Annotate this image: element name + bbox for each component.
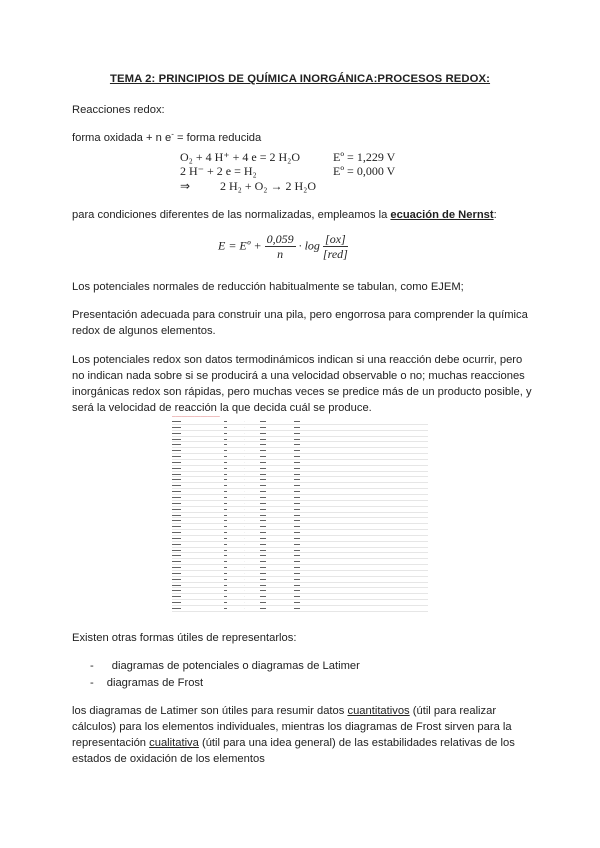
table-image-row: ▬▬▬ ▬ · ▬▬ ▬▬	[172, 437, 428, 443]
potenciales-paragraph: Los potenciales normales de reducción habitualmente se tabulan, como EJEM;	[72, 281, 464, 293]
equation-1: O₂ + 4 H⁺ + 4 e = 2 H₂O	[180, 150, 300, 164]
table-image-row: ▬▬▬ ▬ · ▬▬ ▬▬	[172, 577, 428, 583]
nernst-intro: para condiciones diferentes de las normalizadas, empleamos la ecuación de Nernst:	[72, 209, 497, 221]
equation-2: 2 H⁻ + 2 e = H₂	[180, 164, 257, 178]
table-image-row: ▬▬▬ ▬ · ▬▬ ▬▬	[172, 513, 428, 519]
table-image-row: ▬▬▬ ▬ · ▬▬ ▬▬	[172, 501, 428, 507]
final-paragraph: los diagramas de Latimer son útiles para resumir datos cuantitativos (útil para realizar cálculos) para los elementos individuales, mientras los diagramas de Frost sirven para la representación cualitativa (útil para una idea general) de las estabilidades relativas de los estados de oxidación de los elementos	[72, 705, 515, 765]
table-image-row: ▬▬▬ ▬ · ▬▬ ▬▬	[172, 431, 428, 437]
table-image-row: ▬▬▬ ▬ · ▬▬ ▬▬	[172, 594, 428, 600]
table-image-row: ▬▬▬ ▬ · ▬▬ ▬▬	[172, 495, 428, 501]
table-image-row: ▬▬▬ ▬ · ▬▬ ▬▬	[172, 524, 428, 530]
table-image-row: ▬▬▬ ▬ · ▬▬ ▬▬	[172, 565, 428, 571]
table-image-row: ▬▬▬ ▬ · ▬▬ ▬▬	[172, 483, 428, 489]
list-item-latimer: - diagramas de potenciales o diagramas de Latimer	[90, 660, 360, 672]
presentacion-paragraph: Presentación adecuada para construir una pila, pero engorrosa para comprender la química redox de algunos elementos.	[72, 309, 528, 337]
nernst-link: ecuación de Nernst	[390, 209, 494, 221]
table-image-row: ▬▬▬ ▬ · ▬▬ ▬▬	[172, 606, 428, 612]
table-image-row: ▬▬▬ ▬ · ▬▬ ▬▬	[172, 548, 428, 554]
equation-1-potential: Eº = 1,229 V	[333, 150, 396, 164]
equation-2-potential: Eº = 0,000 V	[333, 164, 396, 178]
table-image-row: ▬▬▬ ▬ · ▬▬ ▬▬	[172, 442, 428, 448]
table-image-row: ▬▬▬ ▬ · ▬▬ ▬▬	[172, 612, 428, 614]
table-image-row: ▬▬▬ ▬ · ▬▬ ▬▬	[172, 419, 428, 425]
table-image-row: ▬▬▬ ▬ · ▬▬ ▬▬	[172, 600, 428, 606]
list-item-frost: - diagramas de Frost	[90, 677, 204, 689]
table-image-row: ▬▬▬ ▬ · ▬▬ ▬▬	[172, 530, 428, 536]
forma-line: forma oxidada + n e- = forma reducida	[72, 129, 262, 144]
table-image-row: ▬▬▬ ▬ · ▬▬ ▬▬	[172, 477, 428, 483]
table-image-header-decoration: ———————————————	[172, 414, 220, 418]
table-image-row: ▬▬▬ ▬ · ▬▬ ▬▬	[172, 542, 428, 548]
otras-formas-paragraph: Existen otras formas útiles de representarlos:	[72, 632, 297, 644]
implies-arrow-icon: ⇒	[180, 179, 191, 193]
table-image-row: ▬▬▬ ▬ · ▬▬ ▬▬	[172, 559, 428, 565]
reacciones-heading: Reacciones redox:	[72, 104, 165, 116]
table-image-row: ▬▬▬ ▬ · ▬▬ ▬▬	[172, 454, 428, 460]
table-image-row: ▬▬▬ ▬ · ▬▬ ▬▬	[172, 489, 428, 495]
potentials-table-image	[172, 414, 428, 614]
table-image-row: ▬▬▬ ▬ · ▬▬ ▬▬	[172, 588, 428, 594]
table-image-row: ▬▬▬ ▬ · ▬▬ ▬▬	[172, 553, 428, 559]
table-image-row: ▬▬▬ ▬ · ▬▬ ▬▬	[172, 472, 428, 478]
page-title: TEMA 2: PRINCIPIOS DE QUÍMICA INORGÁNICA:PROCESOS REDOX:	[109, 73, 491, 85]
table-image-row: ▬▬▬ ▬ · ▬▬ ▬▬	[172, 571, 428, 577]
termodinamicos-paragraph: Los potenciales redox son datos termodinámicos indican si una reacción debe ocurrir, pero no indican nada sobre si se producirá a una velocidad observable o no; muchas reacciones inorgánicas redox son rápidas, pero muchas veces se predice más de un producto posible, y será la velocidad de reacción la que decida cuál se produce.	[72, 354, 532, 414]
table-image-row: ▬▬▬ ▬ · ▬▬ ▬▬	[172, 507, 428, 513]
table-image-row: ▬▬▬ ▬ · ▬▬ ▬▬	[172, 583, 428, 589]
table-image-row: ▬▬▬ ▬ · ▬▬ ▬▬	[172, 448, 428, 454]
nernst-formula: E = Eº + $\frac{0,059}{n}$ · log $\frac{[ox]}{\text{[red]}}$	[218, 232, 348, 261]
table-image-row: ▬▬▬ ▬ · ▬▬ ▬▬	[172, 460, 428, 466]
table-image-row: ▬▬▬ ▬ · ▬▬ ▬▬	[172, 425, 428, 431]
table-image-row: ▬▬▬ ▬ · ▬▬ ▬▬	[172, 536, 428, 542]
equation-3: 2 H₂ + O₂ → 2 H₂O	[220, 179, 316, 193]
table-image-row: ▬▬▬ ▬ · ▬▬ ▬▬	[172, 466, 428, 472]
table-image-row: ▬▬▬ ▬ · ▬▬ ▬▬	[172, 518, 428, 524]
